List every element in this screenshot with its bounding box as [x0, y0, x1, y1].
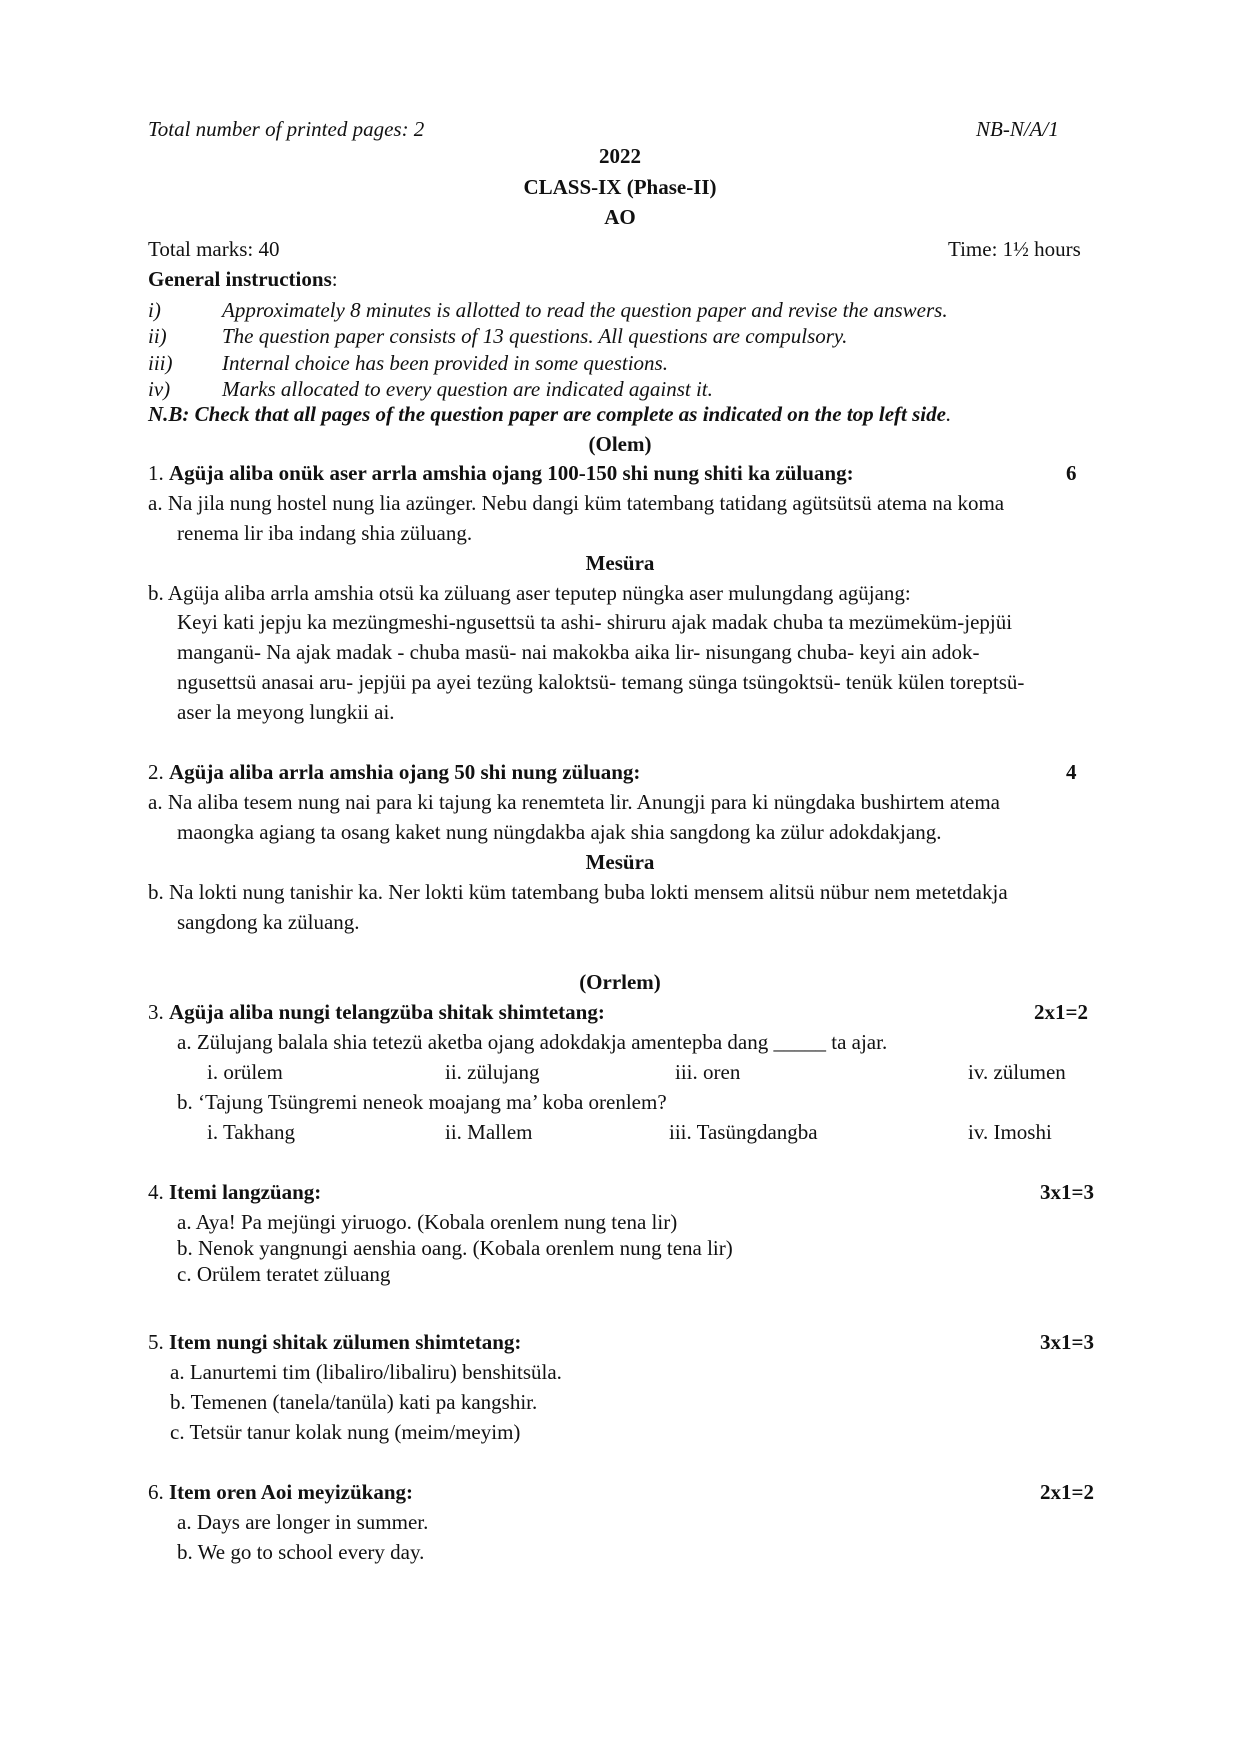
passage-line: ngusettsü anasai aru- jepjüi pa ayei tezüng kaloktsü- temang sünga tsüngoktsü- tenük külen toreptsü-: [177, 670, 1025, 694]
list-item: b. Nenok yangnungi aenshia oang. (Kobala orenlem nung tena lir): [177, 1236, 733, 1260]
question-number: 4.: [148, 1180, 164, 1204]
question-5: [148, 1330, 521, 1355]
option-b-line: b. Na lokti nung tanishir ka. Ner lokti küm tatembang buba lokti mensem alitsü nübur nem metetdakja: [148, 880, 1008, 904]
instruction-num: iii): [148, 351, 173, 375]
paper-code: NB-N/A/1: [976, 117, 1059, 141]
total-marks: Total marks: 40: [148, 237, 280, 261]
question-text: Item nungi shitak zülumen shimtetang:: [169, 1330, 522, 1354]
mcq-option: ii. zülujang: [445, 1060, 540, 1084]
sub-question-b: b. ‘Tajung Tsüngremi neneok moajang ma’ koba orenlem?: [177, 1090, 667, 1114]
instruction-text: The question paper consists of 13 questions. All questions are compulsory.: [222, 324, 848, 348]
exam-year: 2022: [599, 144, 641, 168]
question-1: [148, 461, 854, 486]
section-heading-orrlem: (Orrlem): [579, 970, 661, 994]
nb-note: N.B: Check that all pages of the question paper are complete as indicated on the top left side.: [148, 402, 952, 426]
question-6: [148, 1480, 413, 1505]
subject-title: AO: [604, 205, 636, 229]
list-item: a. Lanurtemi tim (libaliro/libaliru) benshitsüla.: [170, 1360, 562, 1384]
instruction-num: i): [148, 298, 161, 322]
question-text: Agüja aliba nungi telangzüba shitak shimtetang:: [169, 1000, 605, 1024]
list-item: b. Temenen (tanela/tanüla) kati pa kangshir.: [170, 1390, 538, 1414]
instruction-text: Internal choice has been provided in some questions.: [222, 351, 668, 375]
section-heading-olem: (Olem): [588, 432, 652, 456]
passage-line: manganü- Na ajak madak - chuba masü- nai makokba aika lir- nisungang chuba- keyi ain adok-: [177, 640, 980, 664]
question-marks: 2x1=2: [1040, 1480, 1094, 1504]
question-text: Item oren Aoi meyizükang:: [169, 1480, 414, 1504]
question-number: 2.: [148, 760, 164, 784]
option-b-line: sangdong ka züluang.: [177, 910, 360, 934]
instruction-num: ii): [148, 324, 167, 348]
question-marks: 3x1=3: [1040, 1330, 1094, 1354]
question-number: 5.: [148, 1330, 164, 1354]
sub-question-a: a. Zülujang balala shia tetezü aketba ojang adokdakja amentepba dang _____ ta ajar.: [177, 1030, 888, 1054]
or-separator: Mesüra: [585, 850, 655, 874]
printed-pages-note: Total number of printed pages: 2: [148, 117, 425, 141]
list-item: b. We go to school every day.: [177, 1540, 425, 1564]
option-a-line: a. Na aliba tesem nung nai para ki tajung ka renemteta lir. Anungji para ki nüngdaka bushirtem atema: [148, 790, 1000, 814]
list-item: a. Days are longer in summer.: [177, 1510, 429, 1534]
mcq-option: i. Takhang: [207, 1120, 295, 1144]
question-text: Agüja aliba arrla amshia ojang 50 shi nung züluang:: [169, 760, 641, 784]
question-number: 3.: [148, 1000, 164, 1024]
instruction-num: iv): [148, 377, 171, 401]
option-a-line: maongka agiang ta osang kaket nung nüngdakba ajak shia sangdong ka zülur adokdakjang.: [177, 820, 942, 844]
mcq-option: iv. zülumen: [968, 1060, 1066, 1084]
passage-line: Keyi kati jepju ka mezüngmeshi-ngusettsü ta ashi- shiruru ajak madak chuba ta mezümeküm-jepjüi: [177, 610, 1013, 634]
question-3: [148, 1000, 605, 1025]
question-marks: 6: [1066, 461, 1077, 485]
question-marks: 4: [1066, 760, 1077, 784]
time-allowed: Time: 1½ hours: [948, 237, 1081, 261]
question-number: 1.: [148, 461, 164, 485]
or-separator: Mesüra: [585, 551, 655, 575]
mcq-option: i. orülem: [207, 1060, 283, 1084]
mcq-option: iv. Imoshi: [968, 1120, 1052, 1144]
instruction-text: Marks allocated to every question are indicated against it.: [222, 377, 713, 401]
mcq-option: iii. Tasüngdangba: [669, 1120, 818, 1144]
list-item: c. Tetsür tanur kolak nung (meim/meyim): [170, 1420, 521, 1444]
passage-line: aser la meyong lungkii ai.: [177, 700, 395, 724]
question-4: [148, 1180, 321, 1205]
question-text: Itemi langzüang:: [169, 1180, 322, 1204]
list-item: c. Orülem teratet züluang: [177, 1262, 391, 1286]
list-item: a. Aya! Pa mejüngi yiruogo. (Kobala orenlem nung tena lir): [177, 1210, 678, 1234]
option-b-line: b. Agüja aliba arrla amshia otsü ka züluang aser teputep nüngka aser mulungdang agüjang:: [148, 581, 911, 605]
class-title: CLASS-IX (Phase-II): [523, 175, 717, 199]
mcq-option: iii. oren: [675, 1060, 741, 1084]
option-a-line: renema lir iba indang shia züluang.: [177, 521, 473, 545]
general-instructions-heading: General instructions:: [148, 267, 338, 291]
question-2: [148, 760, 640, 785]
question-number: 6.: [148, 1480, 164, 1504]
question-text: Agüja aliba onük aser arrla amshia ojang 100-150 shi nung shiti ka züluang:: [169, 461, 854, 485]
question-marks: 3x1=3: [1040, 1180, 1094, 1204]
question-marks: 2x1=2: [1034, 1000, 1088, 1024]
mcq-option: ii. Mallem: [445, 1120, 533, 1144]
option-a-line: a. Na jila nung hostel nung lia azünger. Nebu dangi küm tatembang tatidang agütsütsü atema na koma: [148, 491, 1005, 515]
instruction-text: Approximately 8 minutes is allotted to read the question paper and revise the answers.: [222, 298, 948, 322]
